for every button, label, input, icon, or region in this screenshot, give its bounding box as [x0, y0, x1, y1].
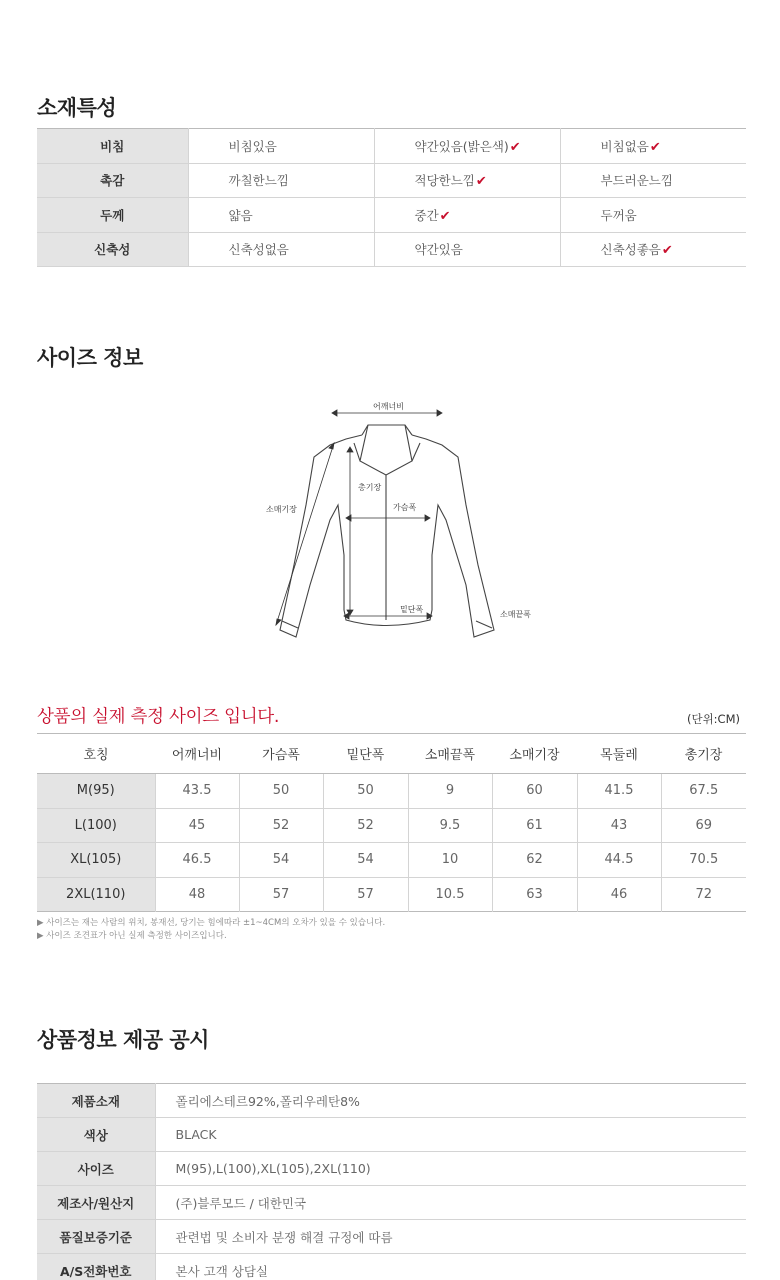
size-value: 63 — [492, 877, 577, 912]
material-option — [560, 129, 746, 164]
size-table-title: 상품의 실제 측정 사이즈 입니다. — [37, 707, 280, 727]
material-table — [37, 128, 746, 267]
size-value: 60 — [492, 774, 577, 809]
material-option — [560, 232, 746, 267]
checkmark-icon: ✔ — [509, 139, 521, 155]
material-section-title: 소재특성 — [37, 96, 117, 120]
product-info-row — [37, 1118, 746, 1152]
size-value: 10.5 — [408, 877, 492, 912]
material-option — [560, 163, 746, 198]
material-option-label: 약간있음 — [414, 242, 463, 258]
size-label: M(95) — [37, 774, 155, 809]
material-option-label: 까칠한느낌 — [228, 173, 289, 189]
material-option — [374, 163, 560, 198]
size-value: 44.5 — [577, 843, 661, 878]
material-row-label: 신축성 — [37, 232, 188, 267]
checkmark-icon: ✔ — [475, 174, 487, 190]
size-value: 41.5 — [577, 774, 661, 809]
material-option — [560, 198, 746, 233]
product-info-row — [37, 1084, 746, 1118]
product-info-label: 색상 — [37, 1118, 155, 1152]
product-info-value: 폴리에스테르92%,폴리우레탄8% — [155, 1084, 746, 1118]
material-option — [374, 198, 560, 233]
size-value: 67.5 — [661, 774, 746, 809]
material-option-label: 신축성없음 — [228, 242, 289, 258]
size-value: 54 — [323, 843, 408, 878]
product-info-label: 제품소재 — [37, 1084, 155, 1118]
material-row-label: 촉감 — [37, 163, 188, 198]
size-value: 50 — [239, 774, 323, 809]
size-notes — [37, 917, 385, 942]
size-column-header: 총기장 — [661, 734, 746, 774]
size-row — [37, 877, 746, 912]
size-column-header: 호칭 — [37, 734, 155, 774]
product-info-table — [37, 1083, 746, 1280]
material-row-label: 두께 — [37, 198, 188, 233]
material-option-label: 두꺼움 — [600, 207, 637, 223]
size-value: 46.5 — [155, 843, 239, 878]
shirt-measurement-diagram — [250, 395, 550, 655]
material-option — [188, 198, 374, 233]
product-info-title: 상품정보 제공 공시 — [37, 1028, 209, 1052]
product-info-label: 사이즈 — [37, 1152, 155, 1186]
size-table — [37, 733, 746, 912]
size-value: 61 — [492, 808, 577, 843]
material-row — [37, 163, 746, 198]
material-option — [374, 129, 560, 164]
material-option — [188, 232, 374, 267]
size-row — [37, 843, 746, 878]
size-value: 9.5 — [408, 808, 492, 843]
size-note: ▶ 사이즈 조견표가 아닌 실제 측정한 사이즈입니다. — [37, 930, 227, 941]
size-column-header: 가슴폭 — [239, 734, 323, 774]
label-chest: 가슴폭 — [393, 503, 417, 512]
size-value: 45 — [155, 808, 239, 843]
size-column-header: 소매끝폭 — [408, 734, 492, 774]
material-option-label: 얇음 — [228, 207, 253, 223]
label-sleeve-length: 소매기장 — [266, 505, 297, 514]
product-info-label: A/S전화번호 — [37, 1254, 155, 1280]
material-option — [188, 129, 374, 164]
product-info-row — [37, 1186, 746, 1220]
size-column-header: 소매기장 — [492, 734, 577, 774]
size-value: 9 — [408, 774, 492, 809]
size-value: 62 — [492, 843, 577, 878]
size-value: 52 — [239, 808, 323, 843]
size-value: 43 — [577, 808, 661, 843]
material-option-label: 적당한느낌 — [414, 173, 475, 189]
size-row — [37, 774, 746, 809]
material-row-label: 비침 — [37, 129, 188, 164]
checkmark-icon: ✔ — [439, 208, 451, 224]
unit-label: (단위:CM) — [686, 712, 740, 726]
size-value: 54 — [239, 843, 323, 878]
size-column-header: 목둘레 — [577, 734, 661, 774]
material-option-label: 신축성좋음 — [600, 242, 661, 258]
label-shoulder: 어깨너비 — [373, 402, 404, 411]
material-option-label: 비침있음 — [228, 138, 277, 154]
product-info-value: (주)블루모드 / 대한민국 — [155, 1186, 746, 1220]
size-value: 43.5 — [155, 774, 239, 809]
checkmark-icon: ✔ — [649, 139, 661, 155]
product-info-label: 제조사/원산지 — [37, 1186, 155, 1220]
product-info-value: M(95),L(100),XL(105),2XL(110) — [155, 1152, 746, 1186]
size-value: 48 — [155, 877, 239, 912]
label-hem: 밑단폭 — [400, 605, 424, 614]
size-value: 72 — [695, 886, 713, 902]
product-info-row — [37, 1220, 746, 1254]
material-row — [37, 198, 746, 233]
material-option-label: 비침없음 — [600, 138, 649, 154]
size-label: 2XL(110) — [37, 877, 155, 912]
size-value: 70.5 — [661, 843, 746, 878]
size-column-header: 어깨너비 — [155, 734, 239, 774]
material-option — [374, 232, 560, 267]
size-value: 69 — [661, 808, 746, 843]
material-row — [37, 129, 746, 164]
size-row — [37, 808, 746, 843]
size-column-header: 밑단폭 — [323, 734, 408, 774]
product-info-label: 품질보증기준 — [37, 1220, 155, 1254]
label-total-length: 총기장 — [358, 483, 382, 492]
product-info-value: BLACK — [155, 1118, 746, 1152]
size-value: 52 — [323, 808, 408, 843]
size-info-title: 사이즈 정보 — [37, 346, 143, 370]
product-info-value: 관련법 및 소비자 분쟁 해결 규정에 따름 — [155, 1220, 746, 1254]
size-label: XL(105) — [37, 843, 155, 878]
size-label: L(100) — [37, 808, 155, 843]
size-note: ▶ 사이즈는 재는 사람의 위치, 봉재선, 당기는 힘에따라 ±1~4CM의 오차가 있을 수 있습니다. — [37, 918, 386, 928]
material-option — [188, 163, 374, 198]
size-value: 57 — [323, 877, 408, 912]
material-option-label: 중간 — [414, 207, 439, 223]
checkmark-icon: ✔ — [661, 243, 673, 259]
size-value: 46 — [577, 877, 661, 912]
size-value: 10 — [408, 843, 492, 878]
material-option-label: 약간있음(밝은색) — [414, 138, 509, 154]
label-cuff: 소매끝폭 — [500, 610, 531, 619]
size-value: 57 — [239, 877, 323, 912]
product-info-value: 본사 고객 상담실 — [155, 1254, 746, 1280]
product-info-row — [37, 1254, 746, 1280]
material-row — [37, 232, 746, 267]
material-option-label: 부드러운느낌 — [600, 173, 673, 189]
product-info-row — [37, 1152, 746, 1186]
size-value: 50 — [323, 774, 408, 809]
